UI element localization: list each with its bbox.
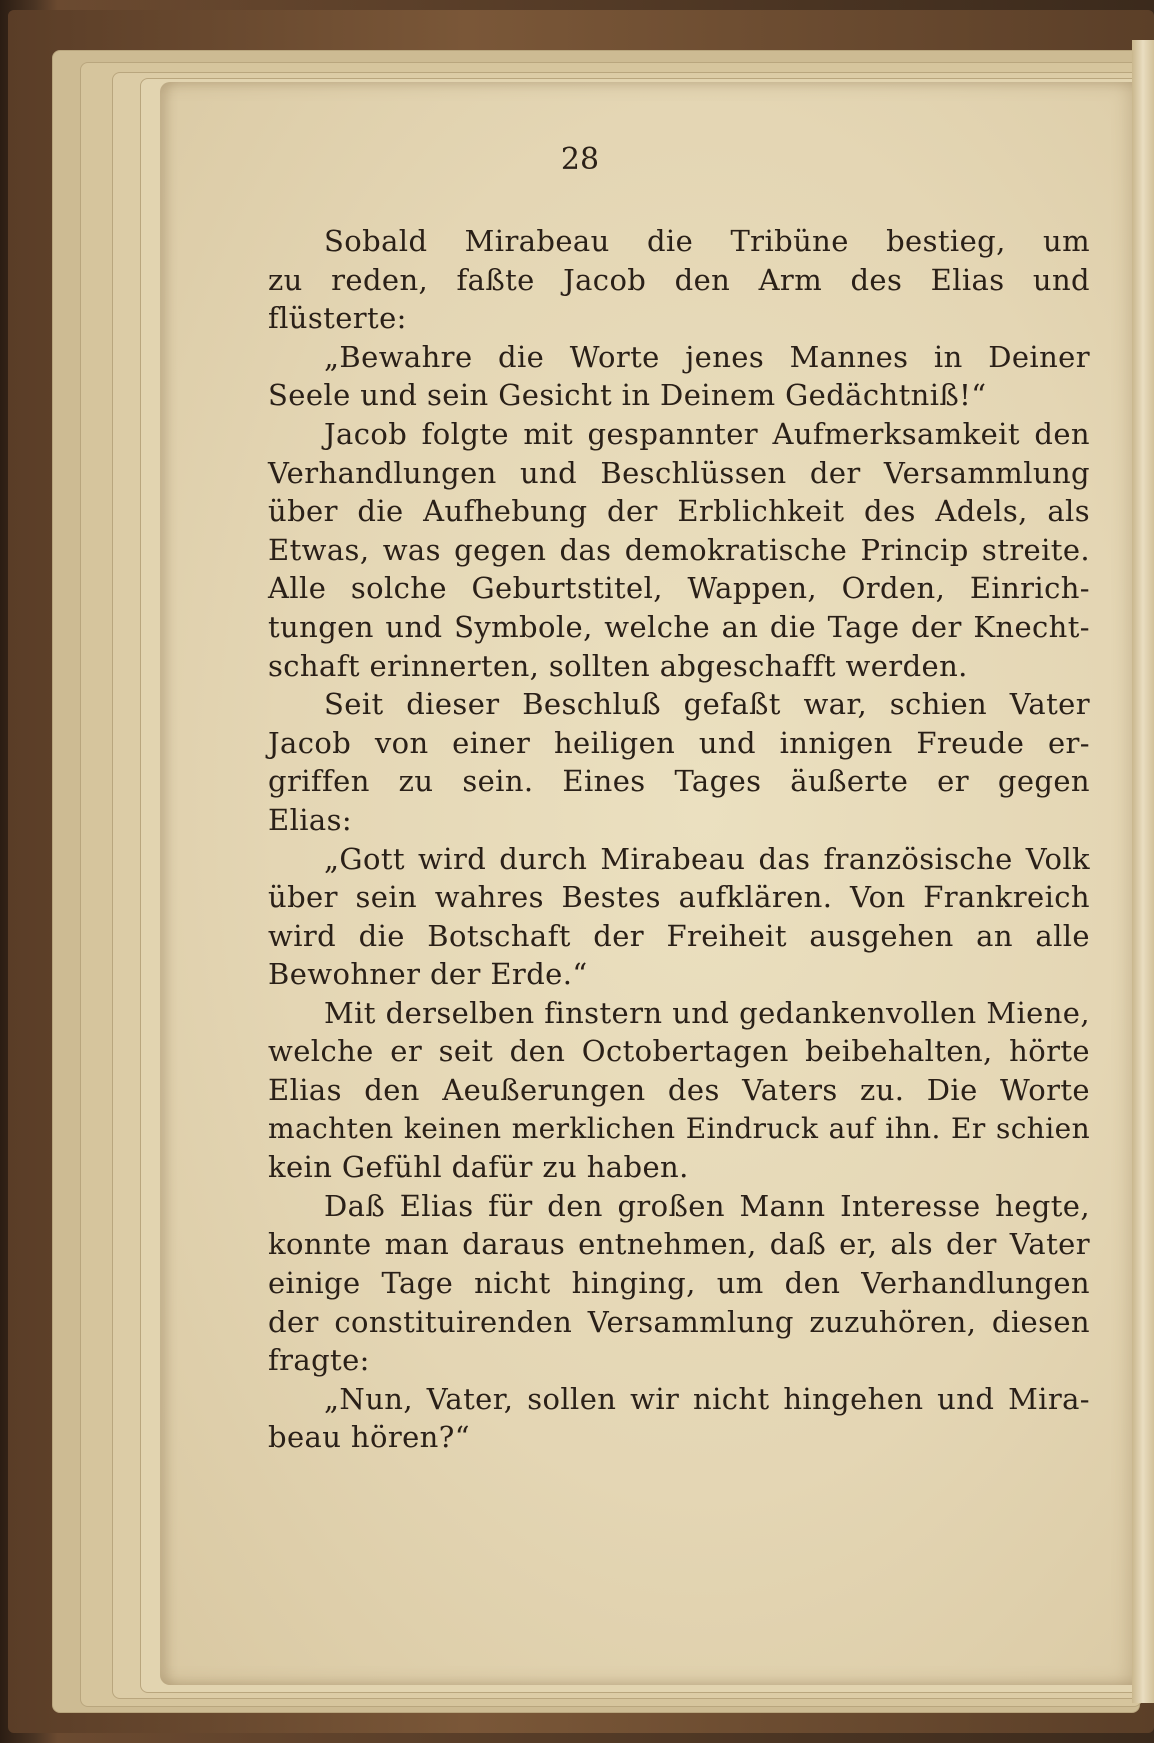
text-line: fragte: (268, 1343, 370, 1378)
text-line: Elias den Aeußerungen des Vaters zu. Die Worte (268, 1073, 1090, 1108)
text-line: Verhandlungen und Beschlüssen der Versammlung (268, 455, 1090, 490)
text-line: beau hören?“ (268, 1420, 470, 1455)
text-line: konnte man daraus entnehmen, daß er, als der Vater (268, 1227, 1090, 1262)
text-line: Jacob von einer heiligen und innigen Freude er- (268, 725, 1090, 760)
text-line: Alle solche Geburtstitel, Wappen, Orden, Einrich- (268, 571, 1090, 606)
text-line: welche er seit den Octobertagen beibehalten, hörte (268, 1034, 1090, 1069)
text-line: tungen und Symbole, welche an die Tage der Knecht- (268, 609, 1090, 644)
text-line: „Gott wird durch Mirabeau das französische Volk (324, 841, 1090, 876)
text-line: „Nun, Vater, sollen wir nicht hingehen und Mira- (324, 1381, 1090, 1416)
text-line: Bewohner der Erde.“ (268, 957, 588, 992)
text-line: Seit dieser Beschluß gefaßt war, schien Vater (324, 687, 1090, 722)
text-line: machten keinen merklichen Eindruck auf ihn. Er schien (268, 1111, 1090, 1145)
text-line: einige Tage nicht hinging, um den Verhandlungen (268, 1266, 1090, 1301)
text-line: über sein wahres Bestes aufklären. Von Frankreich (268, 880, 1090, 915)
text-line: Mit derselben finstern und gedankenvollen Miene, (324, 995, 1090, 1030)
text-line: „Bewahre die Worte jenes Mannes in Deiner (324, 339, 1090, 374)
text-line: der constituirenden Versammlung zuzuhören, diesen (268, 1304, 1090, 1339)
text-line: kein Gefühl dafür zu haben. (268, 1150, 689, 1185)
text-line: zu reden, faßte Jacob den Arm des Elias und (268, 262, 1090, 297)
text-line: flüsterte: (268, 301, 407, 336)
text-line: schaft erinnerten, sollten abgeschafft werden. (268, 648, 968, 683)
text-line: Seele und sein Gesicht in Deinem Gedächtniß!“ (268, 378, 987, 413)
text-line: Daß Elias für den großen Mann Interesse hegte, (324, 1188, 1090, 1223)
page-body-text (268, 222, 1090, 1457)
text-line: griffen zu sein. Eines Tages äußerte er gegen (268, 764, 1090, 799)
text-line: wird die Botschaft der Freiheit ausgehen an alle (268, 918, 1090, 953)
text-line: Sobald Mirabeau die Tribüne bestieg, um (324, 224, 1090, 258)
facing-page-edge (1132, 40, 1154, 1703)
text-line: über die Aufhebung der Erblichkeit des Adels, als (268, 494, 1090, 529)
text-line: Etwas, was gegen das demokratische Princip streite. (268, 532, 1090, 567)
text-line: Elias: (268, 802, 353, 837)
page-number: 28 (560, 142, 600, 177)
text-line: Jacob folgte mit gespannter Aufmerksamkeit den (324, 416, 1090, 451)
